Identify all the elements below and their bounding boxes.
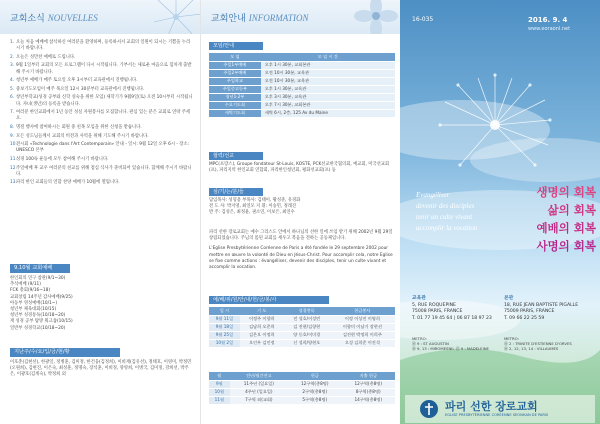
address-main-label: 본관 (504, 296, 514, 301)
duty-cell: 오인우 김인정 (240, 339, 284, 347)
duty-row (209, 315, 395, 323)
worship-time: 오후 7시 30분, 교회본관 (261, 101, 395, 109)
finance-cell: 14구역(총8명) (341, 396, 395, 404)
metro-line: METRO: (504, 336, 519, 341)
duty-cell: 김진현 박정희 이희주 (330, 331, 395, 339)
duty-cell: 이정주 이향희 (240, 315, 284, 323)
worship-name: 수요기도회 (209, 101, 261, 109)
metro-education (412, 336, 500, 351)
worship-col-header: 모 임 (209, 53, 261, 61)
events-heading: 9,10월 교회예배 (10, 264, 70, 273)
news-header (0, 0, 200, 34)
church-name: 파리 선한 장로교회 (445, 400, 538, 413)
church-logo-icon (419, 399, 439, 419)
news-item: 9월 1일부터 교회의 모든 프로그램이 다시 시작됩니다. 가부서는 새로운 마음으로 힘차게 출발해 주시기 바랍니다. (16, 63, 192, 75)
event-item: 청년부 체육대회(10/15) (10, 307, 57, 313)
address-line: 75009 PARIS, FRANCE (504, 309, 555, 315)
metro-line: METRO: (412, 336, 427, 341)
duty-cell: 이정 이상진 이영희 (330, 315, 395, 323)
event-item: 한인회의 연구 참관(9/1~30) (10, 276, 66, 281)
worship-time: 새벽 6시, 2층, 125 Av du Maine (261, 109, 395, 117)
finance-section (209, 372, 395, 405)
address-education-label: 교육관 (412, 296, 426, 301)
about-fr: L'Eglise Presbytérienne Coréenne de Paris a été fondée le 29 septembre 2002 pour mettre en œuvre la volonté de Dieu en Jésus-Christ. Pour accomplir cela, notre Eglise se fixe comme actions : évangéliser, devenir des disciples, tenir un culte vivant et accomplir la vocation. (209, 246, 393, 271)
finance-cell: 12구역(총8명) (288, 380, 341, 388)
staff-line: 담임목사: 성형용 부목사: 김태이, 황성준, 유경화 (209, 198, 301, 203)
duty-cell: 양 동호/이미경 (284, 331, 330, 339)
event-item: 아동부 영성예배(10/1~) (10, 300, 58, 306)
address-line: T. 09 66 22 25 59 (504, 315, 545, 321)
duty-col-header: 헌금봉사 (330, 307, 395, 315)
info-header (201, 0, 400, 34)
info-title-fr: INFORMATION (248, 13, 309, 23)
worship-name: 새벽기도회 (209, 109, 261, 117)
news-item: 여러분 한인교회에서 1년 동안 성실 자원봉사를 모집합니다. 관심 있는 분은 교회로 연락 주세요. (16, 110, 191, 122)
worship-name: 주일중고등부 (209, 85, 261, 93)
news-item: 전시회 «Technologie dans l'Art Contemporain» 안내 - 일시: 9월 12일 오후 6시 - 장소: UNESCO 본부 (16, 142, 190, 154)
news-list (10, 40, 194, 189)
address-line: 75008 PARIS, FRANCE (412, 309, 463, 315)
worship-name: 주일학교 (209, 77, 261, 85)
bulletin-code: 16-035 (412, 16, 434, 23)
finance-col-header: 헌금 (288, 372, 341, 380)
metro-line: ⓜ 9, 13 : MIROMESNIL ⓜ 9 : MADELEINE (412, 346, 489, 351)
worship-name: 주일1부예배 (209, 61, 261, 69)
worship-row (209, 109, 395, 117)
worship-row (209, 69, 395, 77)
worship-time: 오후 1시 30분, 교회본관 (261, 61, 395, 69)
duty-cell: 신 성희/양현오 (284, 339, 330, 347)
address-main-lines (504, 303, 592, 323)
news-panel (0, 0, 200, 424)
staff-tag: 섬/기/는/분/들 (209, 188, 263, 196)
news-item: 오늘은 성만찬 예배로 드립니다. (16, 54, 76, 60)
finance-cell: 5구역(총8명) (288, 396, 341, 404)
duty-cell: 김은오 이정희 (240, 331, 284, 339)
news-item: 오늘 처음 예배에 참석하신 여러분을 환영하며, 등록하셔서 교회의 일원이 되시는 기쁨을 누리시기 바랍니다. (16, 40, 191, 52)
staff-line: 반 주: 김성은, 최정윤, 권소연, 이보은, 최연수 (209, 210, 295, 216)
dandelion-deco-icon (136, 0, 200, 34)
church-brand (405, 395, 595, 423)
mission-korean-line: 삶의 회복 (547, 203, 596, 217)
mission-french (416, 190, 500, 234)
info-panel (200, 0, 400, 424)
finance-col-header: 지출 헌금 (341, 372, 395, 380)
worship-section (209, 42, 395, 118)
duty-row (209, 323, 395, 331)
duty-cell: 전 성호/이성빈 (284, 315, 330, 323)
worship-col-header: 모 임 시 간 (261, 53, 395, 61)
worship-time: 오후 1시 30분, 교육관 (261, 85, 395, 93)
news-item: 창년부학교(성경 공부와 신학 성숙을 위한 모임) 새학기가 9월9일(토) 오전 10시부터 시작됩니다. 자녀(생년)의 등록을 받습니다. (16, 95, 193, 107)
dandelion-icon (430, 70, 560, 180)
news-item: 청년부 예배가 매주 토요일 오후 3시부터 교육관에서 진행됩니다. (16, 78, 138, 84)
address-main (504, 296, 592, 322)
news-title-fr: NOUVELLES (47, 13, 98, 23)
worship-time: 오후 3시 30분, 교육관 (261, 93, 395, 101)
duty-cell: 9월 25일 (209, 331, 240, 339)
duty-row (209, 331, 395, 339)
finance-row (209, 388, 395, 396)
duty-cell: 오성 김희준 이진석 (330, 339, 395, 347)
worship-tag: 모임/안내 (209, 42, 263, 50)
worship-row (209, 77, 395, 85)
news-title-ko: 교회소식 (10, 14, 45, 24)
address-education-lines (412, 303, 500, 323)
duty-cell: 9월 11일 (209, 315, 240, 323)
duty-col-header: 성경봉독 (284, 307, 330, 315)
mission-french-line: accomplir la vocation (416, 224, 478, 232)
worship-time: 오전 10시 30분, 교육관 (261, 77, 395, 85)
staff-list (209, 196, 395, 219)
flower-deco-icon (336, 0, 400, 34)
worship-row (209, 85, 395, 93)
metro-line: ⓜ 2, 12, 13, 14 : VILLAUMES (504, 346, 559, 351)
event-item: 일반부 성경학교(10/18~20) (10, 325, 66, 331)
info-title-ko: 교회안내 (211, 14, 246, 24)
event-item: 재 성경 공부 탐방 워크숍(10/15) (10, 319, 73, 325)
news-item: 파리 한인 교회들의 연합 찬양 예배가 10월에 열립니다. (16, 180, 120, 186)
partners-section (209, 152, 395, 176)
mission-korean-line: 예배의 회복 (536, 221, 596, 235)
finance-cell: 11주년 (일요일) (230, 380, 288, 388)
worship-time: 오전 10시 30분, 교육관 (261, 69, 395, 77)
news-item: 성경 100독 운동에 모두 참여해 주시기 바랍니다. (16, 156, 109, 162)
event-item: 교회창립 14주년 감사예배(9/25) (10, 294, 73, 300)
duty-table (209, 307, 395, 348)
duty-cell: 10월 2일 (209, 339, 240, 347)
news-title (10, 11, 98, 24)
duty-cell: 김 진현/김향현 (284, 323, 330, 331)
finance-cell: 10월 (209, 388, 230, 396)
worship-name: 청년1·2부 (209, 93, 261, 101)
mission-french-line: devenir des disciples (416, 202, 475, 210)
offering-heading: 지난주/수/요/입/금/현/황 (10, 348, 120, 357)
worship-table (209, 53, 395, 118)
about-section (209, 228, 395, 273)
finance-cell: 2구역(총8명) (288, 388, 341, 396)
duty-cell: 9월 18일 (209, 323, 240, 331)
offering-text: 이호춘(김현선), 한광일, 정병훈, 김미정, 한건웅(김정희), 이희재(김유선), 정태호, 이영미, 박정민(오원희), 김현진, 이은숙, 최성훈, 정명숙, 장석훈, 이희정, 양영희, 이병국, 김미정, 강희선, 박주은, 이광호(김계숙), 박정희 외 (10, 360, 192, 378)
worship-row (209, 93, 395, 101)
finance-cell: 12구역(총8명) (341, 380, 395, 388)
worship-row (209, 61, 395, 69)
address-line: T. 01 77 19 45 64 | 06 87 18 97 23 (412, 315, 492, 321)
mission-korean (498, 183, 596, 255)
duty-cell: 김남희 오준희 (240, 323, 284, 331)
duty-col-header: 기 도 (240, 307, 284, 315)
mission-korean-line: 생명의 회복 (536, 185, 596, 199)
about-ko: 파리 선한 장로교회는 예수 그리스도 안에서 하나님의 선한 일에 쓰임 받기 위해 2002년 9월 29일 창립되었습니다. 주님의 몸된 교회를 세우고 복음을 전하는 공동체입니다. (209, 230, 393, 242)
bulletin-date: 2016. 9. 4 (528, 16, 568, 24)
event-item: 청년부 성경통독(10/18~20) (10, 313, 66, 319)
address-line: 5, RUE ROQUEPINE (412, 302, 456, 308)
staff-section (209, 188, 395, 219)
finance-table (209, 372, 395, 405)
address-line: 18, RUE JEAN BAPTISTE PIGALLE (504, 302, 579, 308)
partners-text: MPC(프랑스), Groupe fondateur St-Louis, KOSTE, PCK선교한국협의회, 예교회, 미국선교회(프), 파리지역 한인교회 연합회, 파리한인청년회, 평화선교회(프) 등 (209, 162, 390, 174)
mission-korean-line: 사명의 회복 (536, 239, 596, 253)
church-name-fr: EGLISE PRESBYTÉRIENNE CORÉENNE SEONHAN DE PARIS (445, 413, 549, 417)
finance-col-header: 전년/월간잔고 (230, 372, 288, 380)
church-url[interactable]: www.eoraonl.net (528, 26, 571, 32)
metro-line: ⓜ 9 : ST AUGUSTIN (412, 341, 449, 346)
partners-tag: 협력/선교 (209, 152, 263, 160)
event-item: 추석예배 (9/11) (10, 282, 41, 288)
finance-cell: 11월 (209, 396, 230, 404)
worship-name: 주일2부예배 (209, 69, 261, 77)
staff-line: 전 도 사: 박지영, 최연모 지 휘: 이승민, 정래진 (209, 204, 297, 210)
finance-row (209, 380, 395, 388)
worship-row (209, 101, 395, 109)
mission-french-line: tenir un culte vivant (416, 213, 473, 221)
duty-row (209, 339, 395, 347)
events-list (10, 276, 194, 332)
metro-main (504, 336, 592, 351)
finance-cell: 9월 (209, 380, 230, 388)
duty-cell: 이향미 이남기 장현선 (330, 323, 395, 331)
news-item: 주일예배 후 교우 여러분의 친교를 위해 점심 식사가 준비되어 있습니다. 함께해 주시기 바랍니다. (16, 165, 192, 177)
finance-cell: 7구역 외(교회) (230, 396, 288, 404)
metro-line: ⓜ 2 : TRINITE D'ESTIENNE D'ORVES (504, 341, 572, 346)
news-item: 명절 행사에 참여하시는 회원 중 친목 모임을 위한 신청을 받습니다. (16, 124, 142, 130)
finance-cell: 8구역(총8명) (341, 388, 395, 396)
info-title (211, 11, 308, 24)
finance-col-header: 월 (209, 372, 230, 380)
address-education (412, 296, 500, 322)
duty-col-header: 일 시 (209, 307, 240, 315)
finance-row (209, 396, 395, 404)
duty-tag: 예/배/위/원/안/내/헌/금/봉/사 (209, 296, 329, 304)
mission-french-line: Evangéliser (416, 191, 450, 199)
duty-section (209, 296, 395, 348)
finance-cell: 4주년 (일요일) (230, 388, 288, 396)
news-item: 중보기도모임이 매주 목요일 12시 30분부터 교육관에서 진행됩니다. (16, 86, 145, 92)
news-item: 모든 성도님들께서 교회의 비전과 사역을 위해 기도해 주시기 바랍니다. (16, 133, 149, 139)
event-item: FCK 총회(9/16~18) (10, 288, 51, 294)
